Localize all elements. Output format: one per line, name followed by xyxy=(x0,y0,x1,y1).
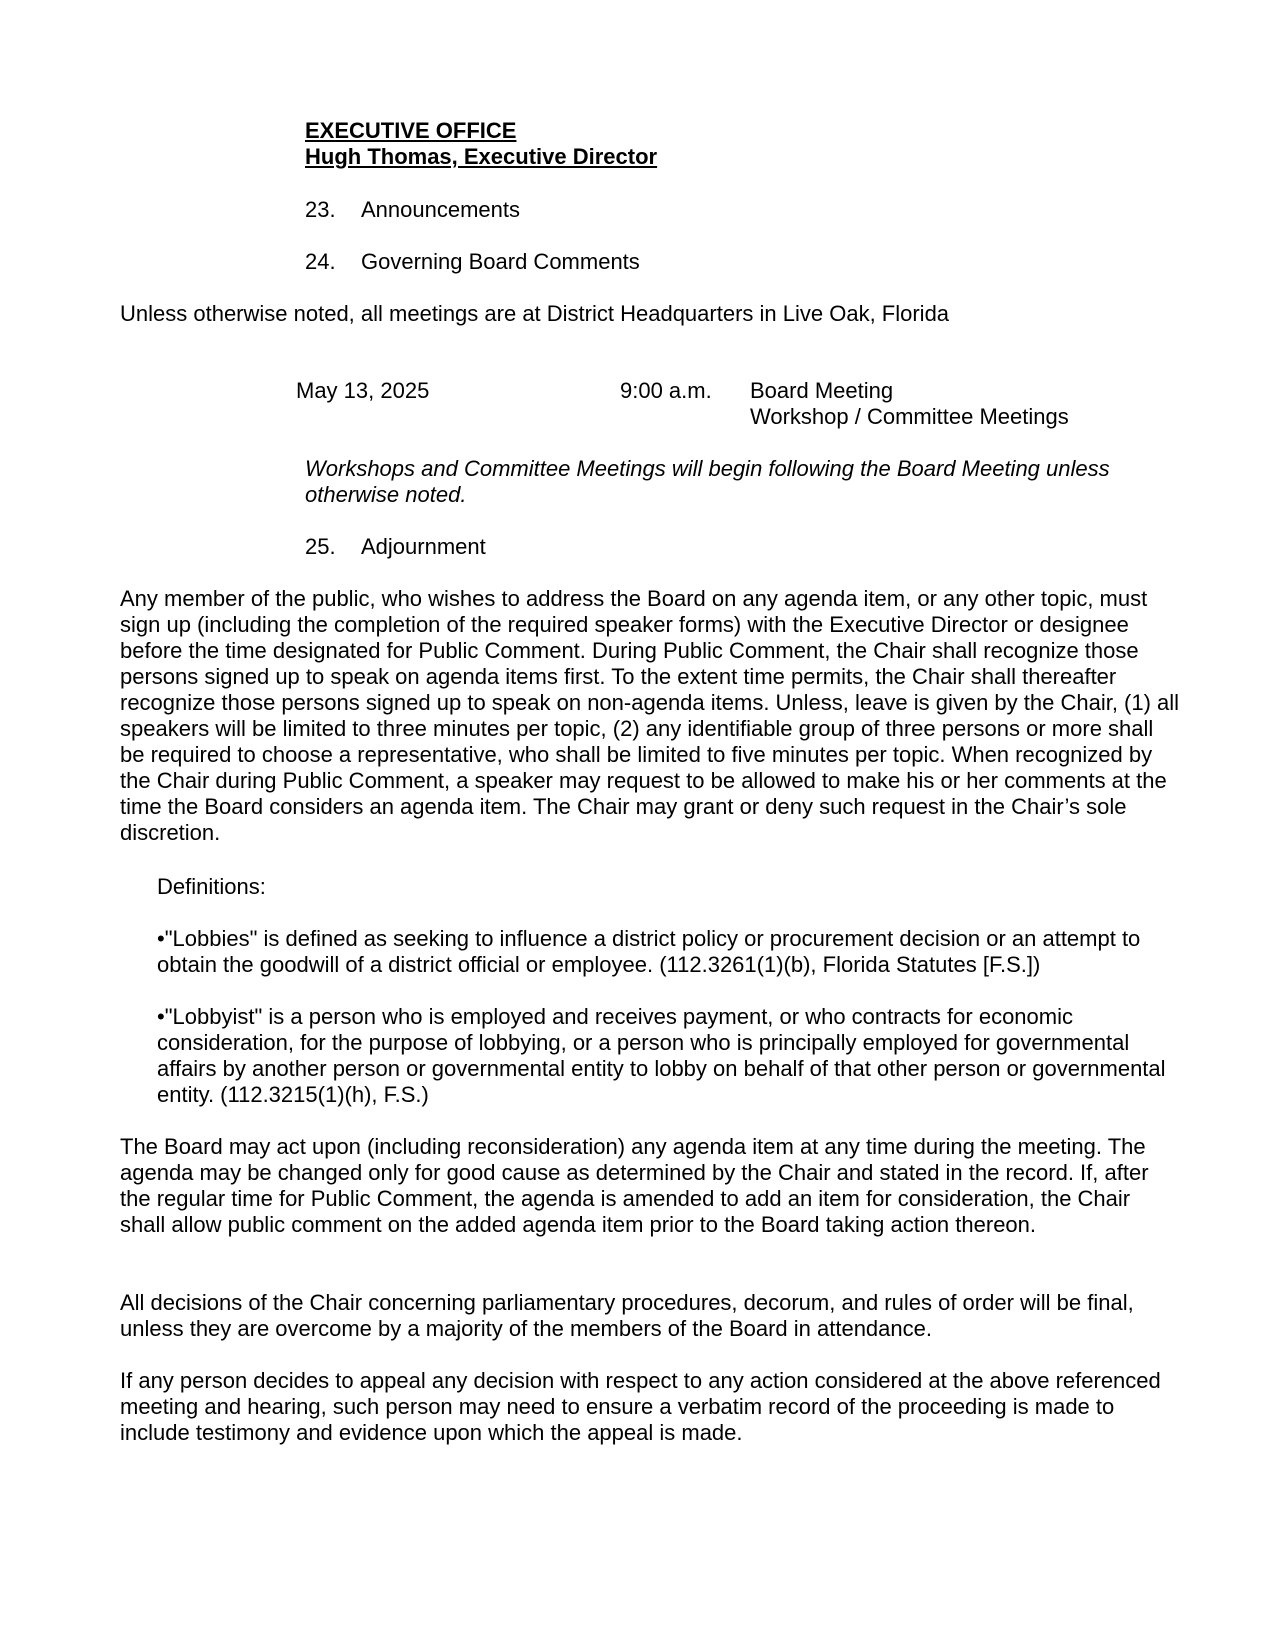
definitions-title: Definitions: xyxy=(157,874,266,899)
event-board-meeting: Board Meeting xyxy=(750,378,894,403)
appeal-paragraph: If any person decides to appeal any decision with respect to any action considered at the above referenced meeting and hearing, such person may need to ensure a verbatim record of the proceeding is made to include testimony and evidence upon which the appeal is made. xyxy=(120,1368,1161,1445)
agenda-item-number: 23. xyxy=(305,197,336,222)
agenda-item-number: 24. xyxy=(305,249,336,274)
meeting-date: May 13, 2025 xyxy=(296,378,430,403)
agenda-item-label: Adjournment xyxy=(361,534,486,559)
board-action-paragraph: The Board may act upon (including reconsideration) any agenda item at any time during the meeting. The agenda may be changed only for good cause as determined by the Chair and stated in the record. If, after the regular time for Public Comment, the agenda is amended to add an item for consideration, the Chair shall allow public comment on the added agenda item prior to the Board taking action thereon. xyxy=(120,1134,1149,1237)
director-name: Hugh Thomas, Executive Director xyxy=(305,144,658,169)
agenda-item-25 xyxy=(305,534,486,560)
agenda-item-number: 25. xyxy=(305,534,336,559)
meeting-time: 9:00 a.m. xyxy=(620,378,712,403)
section-heading xyxy=(305,118,657,170)
agenda-item-24 xyxy=(305,249,640,275)
chair-decisions-paragraph: All decisions of the Chair concerning parliamentary procedures, decorum, and rules of order will be final, unless they are overcome by a majority of the members of the Board in attendance. xyxy=(120,1290,1134,1341)
definition-lobbyist: •"Lobbyist" is a person who is employed and receives payment, or who contracts for economic consideration, for the purpose of lobbying, or a person who is principally employed for governmental affairs by another person or governmental entity to lobby on behalf of that other person or governmental entity. (112.3215(1)(h), F.S.) xyxy=(157,1004,1166,1107)
agenda-item-label: Governing Board Comments xyxy=(361,249,640,274)
workshop-note: Workshops and Committee Meetings will begin following the Board Meeting unless otherwise noted. xyxy=(305,456,1110,507)
meeting-events xyxy=(750,378,1069,430)
agenda-item-23 xyxy=(305,197,520,223)
location-note: Unless otherwise noted, all meetings are at District Headquarters in Live Oak, Florida xyxy=(120,301,950,326)
definition-lobbies: •"Lobbies" is defined as seeking to influence a district policy or procurement decision or an attempt to obtain the goodwill of a district official or employee. (112.3261(1)(b), Florida Statutes [F.S.]) xyxy=(157,926,1141,977)
event-workshop: Workshop / Committee Meetings xyxy=(750,404,1069,429)
office-title: EXECUTIVE OFFICE xyxy=(305,118,517,143)
public-comment-paragraph: Any member of the public, who wishes to address the Board on any agenda item, or any other topic, must sign up (including the completion of the required speaker forms) with the Executive Director or designee before the time designated for Public Comment. During Public Comment, the Chair shall recognize those persons signed up to speak on agenda items first. To the extent time permits, the Chair shall thereafter recognize those persons signed up to speak on non-agenda items. Unless, leave is given by the Chair, (1) all speakers will be limited to three minutes per topic, (2) any identifiable group of three persons or more shall be required to choose a representative, who shall be limited to five minutes per topic. When recognized by the Chair during Public Comment, a speaker may request to be allowed to make his or her comments at the time the Board considers an agenda item. The Chair may grant or deny such request in the Chair’s sole discretion. xyxy=(120,586,1180,845)
agenda-item-label: Announcements xyxy=(361,197,520,222)
